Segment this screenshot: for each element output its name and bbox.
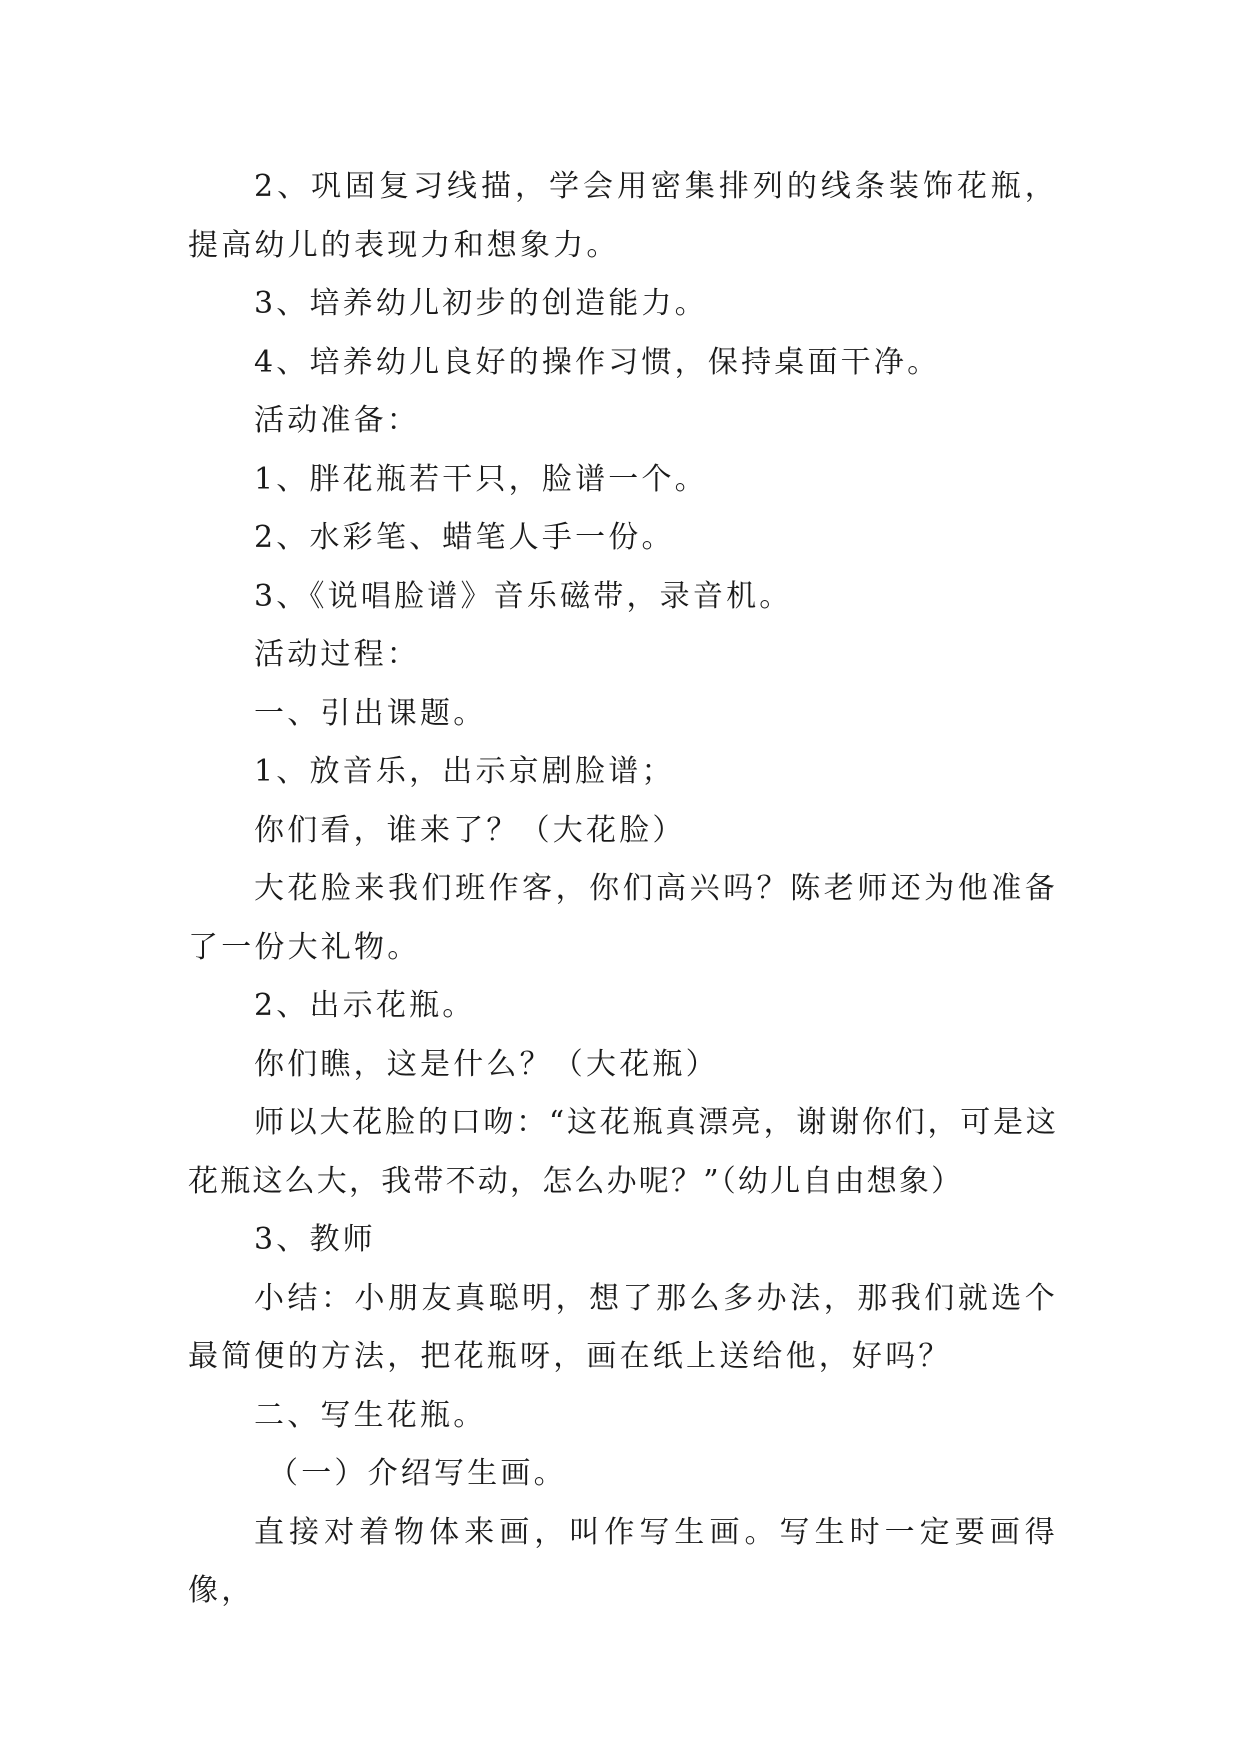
- document-body: [188, 158, 1058, 1621]
- paragraph-prep-3: 3、《说唱脸谱》音乐磁带，录音机。: [254, 578, 793, 614]
- paragraph-prep-1: 1、胖花瓶若干只，脸谱一个。: [254, 461, 708, 497]
- paragraph-sketch-definition: 直接对着物体来画，叫作写生画。写生时一定要画得像，: [188, 1514, 1058, 1608]
- paragraph-step-2: 2、出示花瓶。: [254, 988, 476, 1023]
- paragraph-sketch-intro: （一）介绍写生画。: [268, 1456, 567, 1491]
- paragraph-goal-3: 3、培养幼儿初步的创造能力。: [254, 286, 708, 321]
- paragraph-guest: 大花脸来我们班作客，你们高兴吗？陈老师还为他准备了一份大礼物。: [188, 871, 1058, 965]
- paragraph-goal-2: 2、巩固复习线描，学会用密集排列的线条装饰花瓶，提高幼儿的表现力和想象力。: [188, 169, 1058, 263]
- paragraph-step-1: 1、放音乐，出示京剧脸谱；: [254, 754, 675, 789]
- paragraph-step-3: 3、教师: [254, 1222, 376, 1257]
- section-heading-preparation: 活动准备：: [254, 403, 420, 438]
- paragraph-prep-2: 2、水彩笔、蜡笔人手一份。: [254, 520, 675, 555]
- subsection-heading-sketch: 二、写生花瓶。: [254, 1397, 487, 1433]
- paragraph-question-1: 你们看，谁来了？（大花脸）: [254, 812, 686, 848]
- paragraph-summary: 小结：小朋友真聪明，想了那么多办法，那我们就选个最简便的方法，把花瓶呀，画在纸上送给他，好吗？: [188, 1280, 1058, 1374]
- subsection-heading-intro: 一、引出课题。: [254, 695, 487, 731]
- paragraph-goal-4: 4、培养幼儿良好的操作习惯，保持桌面干净。: [254, 344, 941, 380]
- paragraph-teacher-quote: 师以大花脸的口吻：“这花瓶真漂亮，谢谢你们，可是这花瓶这么大，我带不动，怎么办呢？”（幼儿自由想象）: [188, 1105, 1058, 1199]
- paragraph-question-2: 你们瞧，这是什么？（大花瓶）: [254, 1046, 719, 1082]
- section-heading-process: 活动过程：: [254, 637, 420, 672]
